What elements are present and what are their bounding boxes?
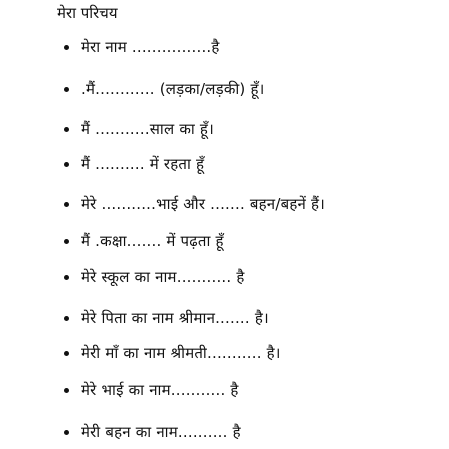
list-item-text: मैं .......... में रहता हूँ xyxy=(81,155,205,173)
bullet-icon xyxy=(64,45,69,50)
list-item-text: मेरे पिता का नाम श्रीमान....... है। xyxy=(81,309,269,327)
list-item-siblings xyxy=(64,192,325,216)
bullet-icon xyxy=(64,87,69,92)
list-item-mother xyxy=(64,341,281,365)
bullet-icon xyxy=(64,316,69,321)
list-item-school xyxy=(64,265,245,289)
list-item-text: मेरी बहन का नाम.......... है xyxy=(81,423,241,441)
bullet-icon xyxy=(64,202,69,207)
list-item-text: मैं .कक्षा....... में पढ़ता हूँ xyxy=(81,232,224,250)
list-item-text: मेरे स्कूल का नाम........... है xyxy=(81,268,245,286)
list-item-text: मेरी माँ का नाम श्रीमती........... है। xyxy=(81,344,281,362)
list-item-class xyxy=(64,229,224,253)
bullet-icon xyxy=(64,351,69,356)
list-item-age xyxy=(64,117,214,141)
list-item-text: मेरे ...........भाई और ....... बहन/बहनें हैं। xyxy=(81,195,326,213)
list-item-brother xyxy=(64,378,239,402)
bullet-icon xyxy=(64,430,69,435)
list-item-text: मैं ...........साल का हूँ। xyxy=(81,120,214,138)
list-item-sister xyxy=(64,420,241,444)
list-item-text: मेरा नाम ................है xyxy=(81,38,220,56)
list-item-name xyxy=(64,35,220,59)
list-item-residence xyxy=(64,152,204,176)
worksheet-title: मेरा परिचय xyxy=(57,4,118,22)
list-item-text: मेरे भाई का नाम........... है xyxy=(81,381,239,399)
bullet-icon xyxy=(64,388,69,393)
bullet-icon xyxy=(64,275,69,280)
list-item-gender xyxy=(64,77,265,101)
list-item-text: .मैं............ (लड़का/लड़की) हूँ। xyxy=(81,80,265,98)
bullet-icon xyxy=(64,162,69,167)
bullet-icon xyxy=(64,239,69,244)
bullet-icon xyxy=(64,127,69,132)
list-item-father xyxy=(64,306,269,330)
